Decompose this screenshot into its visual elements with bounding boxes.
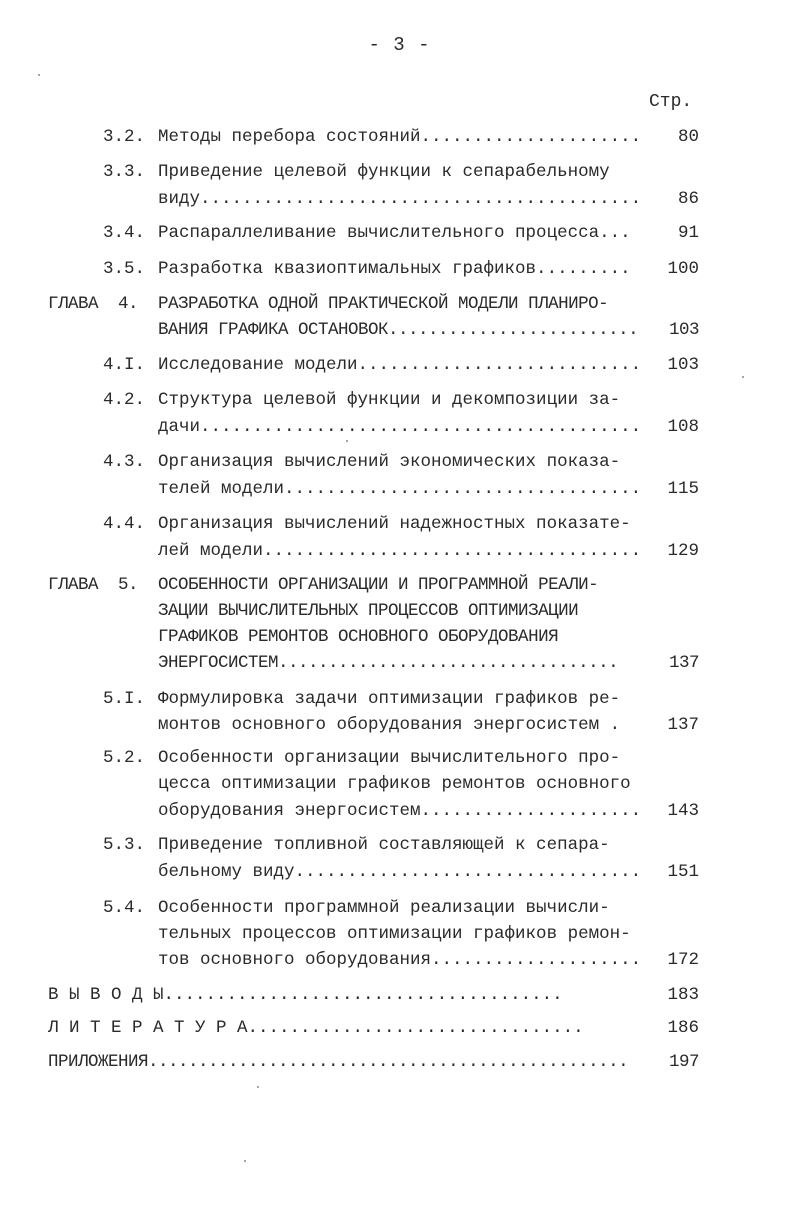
toc-entry-title: Особенности программной реализации вычисли- <box>158 898 610 918</box>
scan-speck <box>346 440 348 442</box>
scan-speck <box>38 74 40 76</box>
toc-entry-title-cont: дачи.......................................... <box>158 417 642 437</box>
toc-entry-number: 4.I. <box>103 355 146 375</box>
toc-entry-page: 80 <box>677 127 699 147</box>
page-number: - 3 - <box>368 34 431 56</box>
toc-chapter-title: ОСОБЕННОСТИ ОРГАНИЗАЦИИ И ПРОГРАММНОЙ РЕАЛИ- <box>158 575 599 595</box>
toc-chapter-title-cont: ЗАЦИИ ВЫЧИСЛИТЕЛЬНЫХ ПРОЦЕССОВ ОПТИМИЗАЦИИ <box>158 601 579 621</box>
toc-entry-number: 3.4. <box>103 223 146 243</box>
toc-entry-page: 137 <box>668 653 699 673</box>
toc-entry-number: 5.I. <box>103 689 146 709</box>
toc-entry-title: Л И Т Е Р А Т У Р А................................ <box>48 1018 584 1038</box>
toc-entry-title: Методы перебора состояний..................... <box>158 127 642 147</box>
toc-entry-title: Структура целевой функции и декомпозиции за- <box>158 390 621 410</box>
toc-entry-title: ПРИЛОЖЕНИЯ................................................ <box>48 1052 629 1072</box>
toc-entry-page: 172 <box>667 950 699 970</box>
toc-entry-page: 86 <box>677 189 699 209</box>
toc-entry-title: Приведение целевой функции к сепарабельному <box>158 162 610 182</box>
toc-entry-number: 4.3. <box>103 452 146 472</box>
toc-entry-page: 108 <box>667 417 699 437</box>
toc-entry-page: 183 <box>667 985 699 1005</box>
toc-entry-title: В Ы В О Д Ы...................................... <box>48 985 563 1005</box>
toc-entry-number: 3.2. <box>103 127 146 147</box>
toc-entry-page: 91 <box>677 223 699 243</box>
toc-entry-title-cont: тельных процессов оптимизации графиков ремон- <box>158 924 631 944</box>
toc-entry-page: 115 <box>667 479 699 499</box>
scan-speck <box>244 1160 246 1162</box>
toc-entry-title: Организация вычислений надежностных показате- <box>158 514 631 534</box>
toc-chapter-title-cont: ЭНЕРГОСИСТЕМ.................................. <box>158 653 619 673</box>
toc-entry-title: Разработка квазиоптимальных графиков......... <box>158 259 631 279</box>
toc-entry-title: Распараллеливание вычислительного процесса... <box>158 223 631 243</box>
toc-entry-title: Исследование модели........................... <box>158 355 642 375</box>
toc-entry-number: 5.2. <box>103 748 146 768</box>
toc-chapter-title-cont: ВАНИЯ ГРАФИКА ОСТАНОВОК......................... <box>158 320 639 340</box>
toc-chapter-number: ГЛАВА 5. <box>48 575 139 595</box>
toc-entry-title: Особенности организации вычислительного про- <box>158 748 621 768</box>
toc-entry-title-cont: бельному виду................................. <box>158 862 642 882</box>
toc-entry-page: 186 <box>667 1018 699 1038</box>
toc-entry-page: 103 <box>668 320 699 340</box>
toc-entry-title-cont: лей модели.................................... <box>158 541 642 561</box>
toc-entry-title: Приведение топливной составляющей к сепара- <box>158 835 610 855</box>
toc-entry-title-cont: монтов основного оборудования энергосистем . <box>158 715 621 735</box>
toc-entry-title-cont: виду.......................................... <box>158 189 642 209</box>
toc-entry-number: 3.5. <box>103 259 146 279</box>
toc-entry-page: 151 <box>667 862 699 882</box>
toc-entry-number: 4.2. <box>103 390 146 410</box>
toc-chapter-title: РАЗРАБОТКА ОДНОЙ ПРАКТИЧЕСКОЙ МОДЕЛИ ПЛАНИРО- <box>158 294 609 314</box>
toc-entry-title: Формулировка задачи оптимизации графиков ре- <box>158 689 621 709</box>
toc-entry-title: Организация вычислений экономических показа- <box>158 452 621 472</box>
toc-entry-title-cont: цесса оптимизации графиков ремонтов основного <box>158 774 631 794</box>
toc-entry-title-cont: тов основного оборудования.................... <box>158 950 642 970</box>
toc-entry-number: 4.4. <box>103 514 146 534</box>
toc-entry-title-cont: телей модели.................................. <box>158 479 642 499</box>
toc-entry-number: 5.4. <box>103 898 146 918</box>
toc-chapter-number: ГЛАВА 4. <box>48 294 139 314</box>
scan-speck <box>257 1086 259 1088</box>
toc-entry-page: 129 <box>667 541 699 561</box>
toc-entry-page: 143 <box>667 801 699 821</box>
toc-entry-page: 197 <box>668 1052 699 1072</box>
toc-entry-page: 137 <box>667 715 699 735</box>
scan-speck <box>742 376 744 378</box>
toc-entry-title-cont: оборудования энергосистем..................... <box>158 801 642 821</box>
page-column-header: Стр. <box>649 92 693 112</box>
toc-chapter-title-cont: ГРАФИКОВ РЕМОНТОВ ОСНОВНОГО ОБОРУДОВАНИЯ <box>158 627 559 647</box>
toc-entry-number: 5.3. <box>103 835 146 855</box>
toc-entry-page: 100 <box>667 259 699 279</box>
toc-entry-number: 3.3. <box>103 162 146 182</box>
toc-entry-page: 103 <box>667 355 699 375</box>
